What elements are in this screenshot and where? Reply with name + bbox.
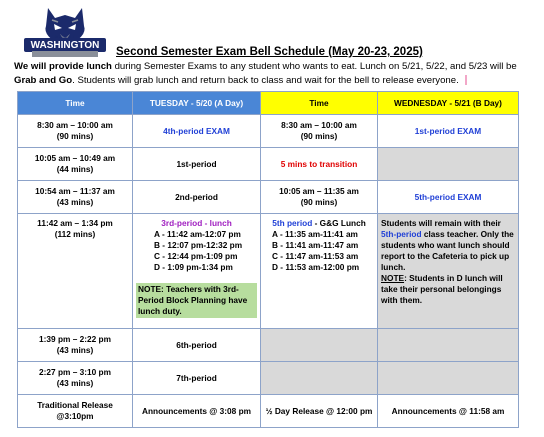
table-row xyxy=(18,148,519,181)
tuesday-cell: 2nd-period xyxy=(133,181,261,214)
intro-grab-go: Grab and Go xyxy=(14,75,73,86)
lunch-line: D - 1:09 pm-1:34 pm xyxy=(154,262,233,272)
time-duration-2: (90 mins) xyxy=(300,197,338,207)
intro-paragraph xyxy=(14,60,534,88)
table-header-row xyxy=(18,92,519,115)
lunch-line: A - 11:35 am-11:41 am xyxy=(272,229,358,239)
wednesday-lunch-times-cell xyxy=(261,214,378,329)
time-cell-2-empty xyxy=(261,329,378,362)
svg-text:BOOKER T.: BOOKER T. xyxy=(54,34,76,39)
tuesday-cell: 4th-period EXAM xyxy=(133,115,261,148)
transition-cell: 5 mins to transition xyxy=(261,148,378,181)
wednesday-cell: Announcements @ 11:58 am xyxy=(378,395,519,428)
lunch-note-body: : Students in D lunch will take their personal belongings with them. xyxy=(381,273,503,305)
table-row-lunch xyxy=(18,214,519,329)
time-duration: (112 mins) xyxy=(54,229,96,239)
table-row xyxy=(18,329,519,362)
time-duration: (43 mins) xyxy=(56,345,94,355)
lunch2-rest: - G&G Lunch xyxy=(312,218,366,228)
time-cell xyxy=(18,395,133,428)
time-duration: (44 mins) xyxy=(56,164,94,174)
time-range-2: 10:05 am – 11:35 am xyxy=(279,186,359,196)
wednesday-cell: 1st-period EXAM xyxy=(378,115,519,148)
release-label: Traditional Release xyxy=(37,400,113,410)
lunch-note-label: NOTE xyxy=(381,273,405,283)
header-time-2: Time xyxy=(261,92,378,115)
wednesday-lunch-note-cell xyxy=(378,214,519,329)
page-title: Second Semester Exam Bell Schedule (May 20-23, 2025) xyxy=(116,46,423,58)
time-range: 10:05 am – 10:49 am xyxy=(34,153,116,163)
lunch-line: C - 11:47 am-11:53 am xyxy=(272,251,359,261)
tuesday-cell: 6th-period xyxy=(133,329,261,362)
lunch2-title xyxy=(264,218,374,229)
text-cursor xyxy=(465,75,467,85)
wednesday-cell-empty xyxy=(378,329,519,362)
time-duration: (43 mins) xyxy=(56,197,94,207)
time-cell xyxy=(18,329,133,362)
time-range-2: 8:30 am – 10:00 am xyxy=(281,120,357,130)
time-cell-2: ½ Day Release @ 12:00 pm xyxy=(261,395,378,428)
lunch-line: B - 11:41 am-11:47 am xyxy=(272,240,359,250)
lunch-duty-note: NOTE: Teachers with 3rd-Period Block Planning have lunch duty. xyxy=(136,283,257,318)
wednesday-cell: 5th-period EXAM xyxy=(378,181,519,214)
table-row xyxy=(18,115,519,148)
table-row xyxy=(18,362,519,395)
time-duration-2: (90 mins) xyxy=(300,131,338,141)
time-range: 1:39 pm – 2:22 pm xyxy=(39,334,111,344)
time-cell xyxy=(18,181,133,214)
school-logo xyxy=(22,4,108,60)
lunch-note-text-c: class teacher. Only the students who want lunch should report to the Cafeteria to pick up lunch. xyxy=(381,229,514,272)
table-row xyxy=(18,395,519,428)
svg-text:WASHINGTON: WASHINGTON xyxy=(30,40,100,51)
table-row xyxy=(18,181,519,214)
tuesday-cell: 7th-period xyxy=(133,362,261,395)
lunch-line: C - 12:44 pm-1:09 pm xyxy=(154,251,238,261)
header-tuesday: TUESDAY - 5/20 (A Day) xyxy=(133,92,261,115)
time-duration: (43 mins) xyxy=(56,378,94,388)
intro-text-2: . Students will grab lunch and return back to class and wait for the bell to release everyone. xyxy=(72,75,459,86)
lunch-line: B - 12:07 pm-12:32 pm xyxy=(154,240,243,250)
wednesday-cell-empty xyxy=(378,148,519,181)
intro-text-1: during Semester Exams to any student who wants to eat. Lunch on 5/21, 5/22, and 5/23 will be xyxy=(111,61,517,72)
time-range: 8:30 am – 10:00 am xyxy=(37,120,113,130)
tuesday-lunch-cell xyxy=(133,214,261,329)
intro-lead: We will provide lunch xyxy=(14,61,112,72)
schedule-table xyxy=(17,91,519,428)
lunch-line: A - 11:42 am-12:07 pm xyxy=(154,229,241,239)
time-cell xyxy=(18,148,133,181)
time-range: 2:27 pm – 3:10 pm xyxy=(39,367,111,377)
time-range: 11:42 am – 1:34 pm xyxy=(37,218,113,228)
header-wednesday: WEDNESDAY - 5/21 (B Day) xyxy=(378,92,519,115)
time-cell xyxy=(18,214,133,329)
time-cell xyxy=(18,362,133,395)
lunch-line: D - 11:53 am-12:00 pm xyxy=(272,262,360,272)
wednesday-cell-empty xyxy=(378,362,519,395)
release-time: @3:10pm xyxy=(56,411,94,421)
time-cell-2 xyxy=(261,115,378,148)
lunch2-period: 5th period xyxy=(272,218,313,228)
time-duration: (90 mins) xyxy=(56,131,94,141)
lunch-title: 3rd-period - lunch xyxy=(161,218,232,228)
lunch-note-text-a: Students will remain with their xyxy=(381,218,501,228)
header-time-1: Time xyxy=(18,92,133,115)
time-range: 10:54 am – 11:37 am xyxy=(35,186,115,196)
tuesday-cell: 1st-period xyxy=(133,148,261,181)
tuesday-cell: Announcements @ 3:08 pm xyxy=(133,395,261,428)
time-cell xyxy=(18,115,133,148)
lunch-note-period: 5th-period xyxy=(381,229,422,239)
time-cell-2-empty xyxy=(261,362,378,395)
time-cell-2 xyxy=(261,181,378,214)
